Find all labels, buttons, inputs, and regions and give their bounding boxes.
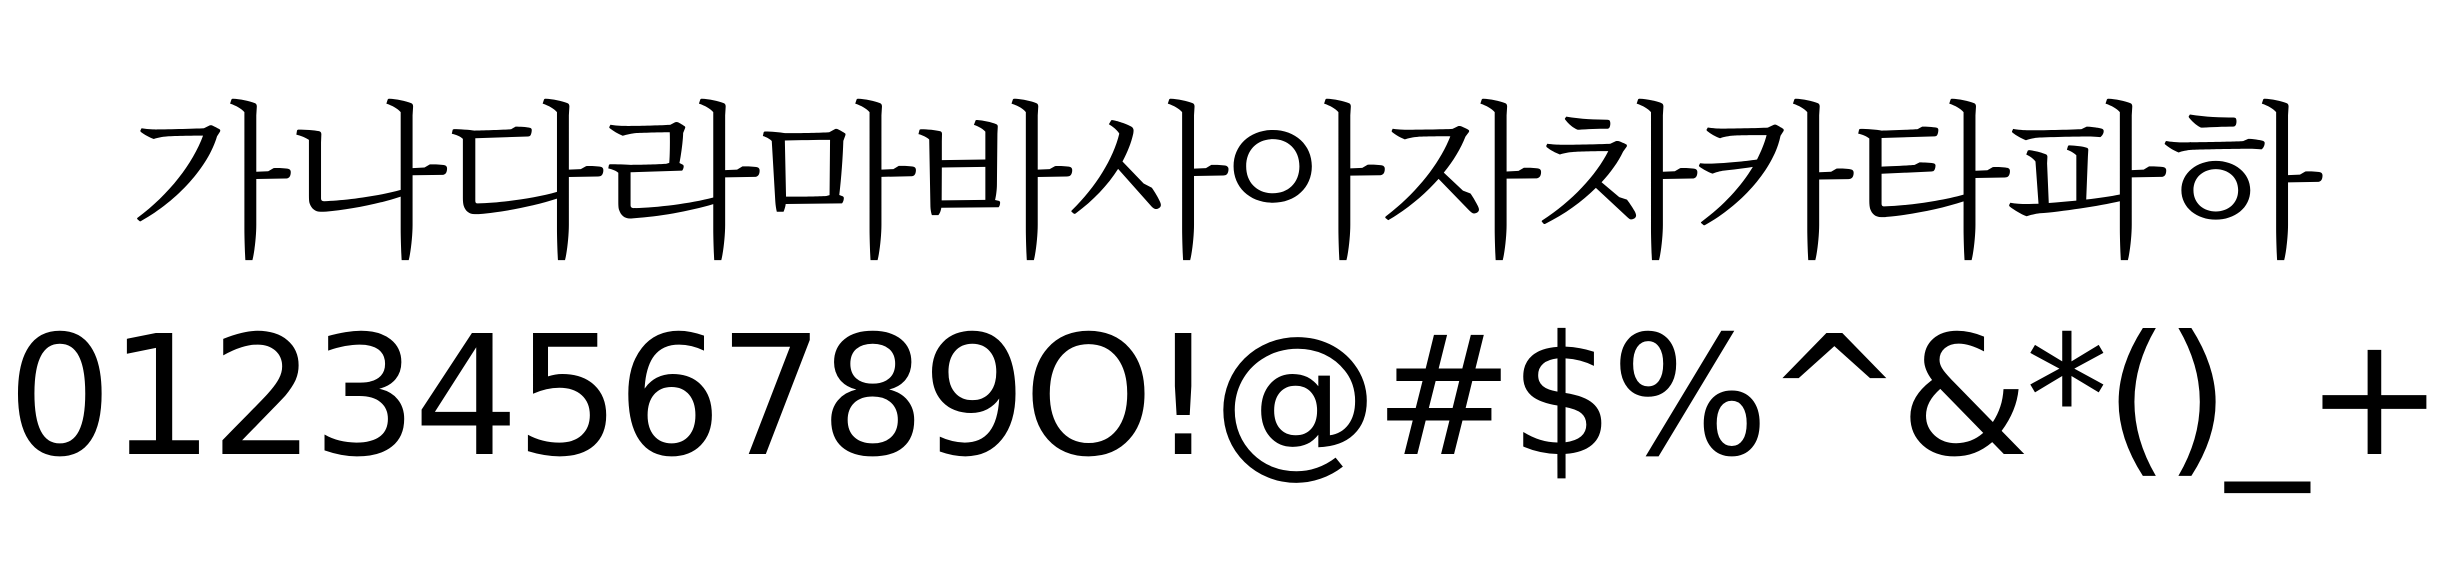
symbols-sample-line: 0123456789O!@#$%^&*()_+ (7, 301, 2440, 494)
hangul-sample-line: 가나다라마바사아자차카타파하 (129, 86, 2318, 282)
